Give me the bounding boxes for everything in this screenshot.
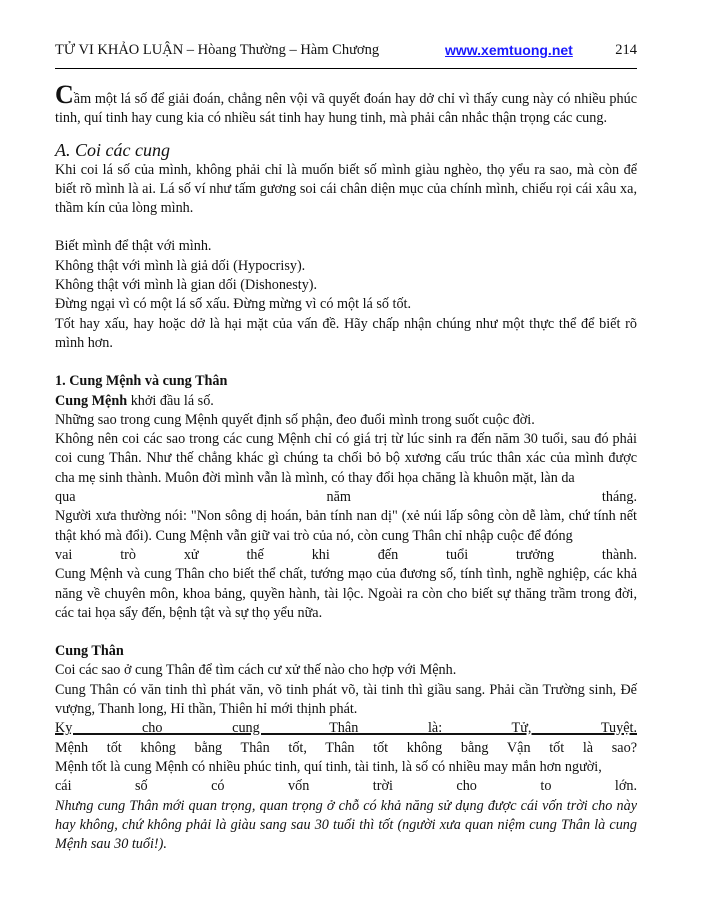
cung-than-para2: Mệnh tốt là cung Mệnh có nhiều phúc tinh, quí tinh, tài tinh, là số có nhiều may mắn hơn người, bbox=[55, 758, 602, 775]
drop-cap: C bbox=[55, 80, 74, 109]
menh-label: Cung Mệnh bbox=[55, 392, 128, 409]
section-a-para2: Tốt hay xấu, hay hoặc dở là hại mặt của vấn đề. Hãy chấp nhận chúng như một thực thể để biết rõ mình hơn. bbox=[55, 315, 637, 351]
header-site-link[interactable]: www.xemtuong.net bbox=[445, 42, 573, 58]
ky-line: Kỵ cho cung Thân là: Tử, Tuyệt. bbox=[55, 720, 637, 737]
section-a-line: Không thật với mình là gian dối (Dishonesty). bbox=[55, 277, 318, 294]
page-number: 214 bbox=[615, 42, 637, 58]
section-a-line: Biết mình để thật với mình. bbox=[55, 238, 212, 255]
section-1-para1-last: qua năm tháng. bbox=[55, 489, 637, 506]
spacer bbox=[55, 623, 637, 642]
cung-than-heading: Cung Thân bbox=[55, 643, 124, 660]
italic-paragraph: Nhưng cung Thân mới quan trọng, quan trọng ở chỗ có khả năng sử dụng được cái vốn trời cho này hay không, chứ không phải là giàu sang sau 30 tuổi thì tốt (người xưa quan niệm cung Thân là cung Mệnh sau 30 tuổi!). bbox=[55, 797, 637, 853]
section-1-line1: Những sao trong cung Mệnh quyết định số phận, đeo đuổi mình trong suốt cuộc đời. bbox=[55, 411, 535, 428]
page-header bbox=[55, 40, 637, 62]
section-1-para2: Người xưa thường nói: "Non sông dị hoán, bản tính nan dị" (xẻ núi lấp sông còn dễ làm, chứ tính nết thật khó mà đổi). Cung Mệnh vẫn giữ vai trò của nó, còn cung Thân chỉ nhập cuộc để đóng bbox=[55, 508, 637, 544]
menh-rest: khởi đầu lá số. bbox=[127, 392, 214, 409]
menh-than-line: Mệnh tốt không bằng Thân tốt, Thân tốt không bằng Vận tốt là sao? bbox=[55, 739, 637, 756]
section-a-heading: A. Coi các cung bbox=[55, 139, 170, 160]
cung-than-para2-last: cái số có vốn trời cho to lớn. bbox=[55, 778, 637, 795]
header-rule bbox=[55, 68, 637, 69]
menh-intro bbox=[55, 392, 637, 411]
section-a-line: Đừng ngại vì có một lá số xấu. Đừng mừng vì có một lá số tốt. bbox=[55, 296, 412, 313]
spacer bbox=[55, 353, 637, 372]
document-body bbox=[55, 80, 637, 854]
spacer bbox=[55, 218, 637, 237]
section-1-para3: Cung Mệnh và cung Thân cho biết thể chất, tướng mạo của đương số, tính tình, nghề nghiệp, các khả năng về chuyên môn, khoa bảng, quyền hành, tài lộc. Ngoài ra còn cho biết sự thăng trầm trong đời, các tai họa sẩy đến, bệnh tật và sự thọ yểu nữa. bbox=[55, 566, 637, 621]
header-title: TỬ VI KHẢO LUẬN – Hòang Thường – Hàm Chương bbox=[55, 42, 380, 58]
cung-than-para1: Cung Thân có văn tinh thì phát văn, võ tinh phát võ, tài tinh thì giầu sang. Phải cần Trường sinh, Đế vượng, Thanh long, Hỉ thần, Thiên hỉ mới thịnh phát. bbox=[55, 681, 637, 718]
intro-paragraph bbox=[55, 80, 637, 129]
section-1-heading: 1. Cung Mệnh và cung Thân bbox=[55, 373, 228, 390]
intro-text: ầm một lá số để giải đoán, chẳng nên vội vã quyết đoán hay dở chỉ vì thấy cung này có nhiều phúc tinh, quí tinh hay cung kia có nhiều sát tinh hay hung tinh, mà phải cân nhắc thận trọng các cung. bbox=[55, 91, 637, 127]
section-a-para1: Khi coi lá số của mình, không phải chỉ là muốn biết số mình giàu nghèo, thọ yểu ra sao, mà còn để biết rõ mình là ai. Lá số ví như tấm gương soi cái chân diện mục của chính mình, chiếu rọi cái xâu xa, thầm kín của lòng mình. bbox=[55, 161, 637, 217]
section-1-para1: Không nên coi các sao trong các cung Mệnh chỉ có giá trị từ lúc sinh ra đến năm 30 tuổi, sau đó phải coi cung Thân. Như thế chẳng khác gì chúng ta chối bỏ bộ xương cấu trúc thân xác của mình được cha mẹ sinh thành. Muôn đời mình vẫn là mình, có thay đổi họa chăng là khuôn mặt, làn da bbox=[55, 431, 637, 486]
section-1-para2-last: vai trò xử thế khi đến tuổi trưởng thành. bbox=[55, 546, 637, 563]
cung-than-line1: Coi các sao ở cung Thân để tìm cách cư xử thế nào cho hợp với Mệnh. bbox=[55, 662, 457, 679]
section-a-line: Không thật với mình là giả dối (Hypocrisy). bbox=[55, 257, 306, 274]
